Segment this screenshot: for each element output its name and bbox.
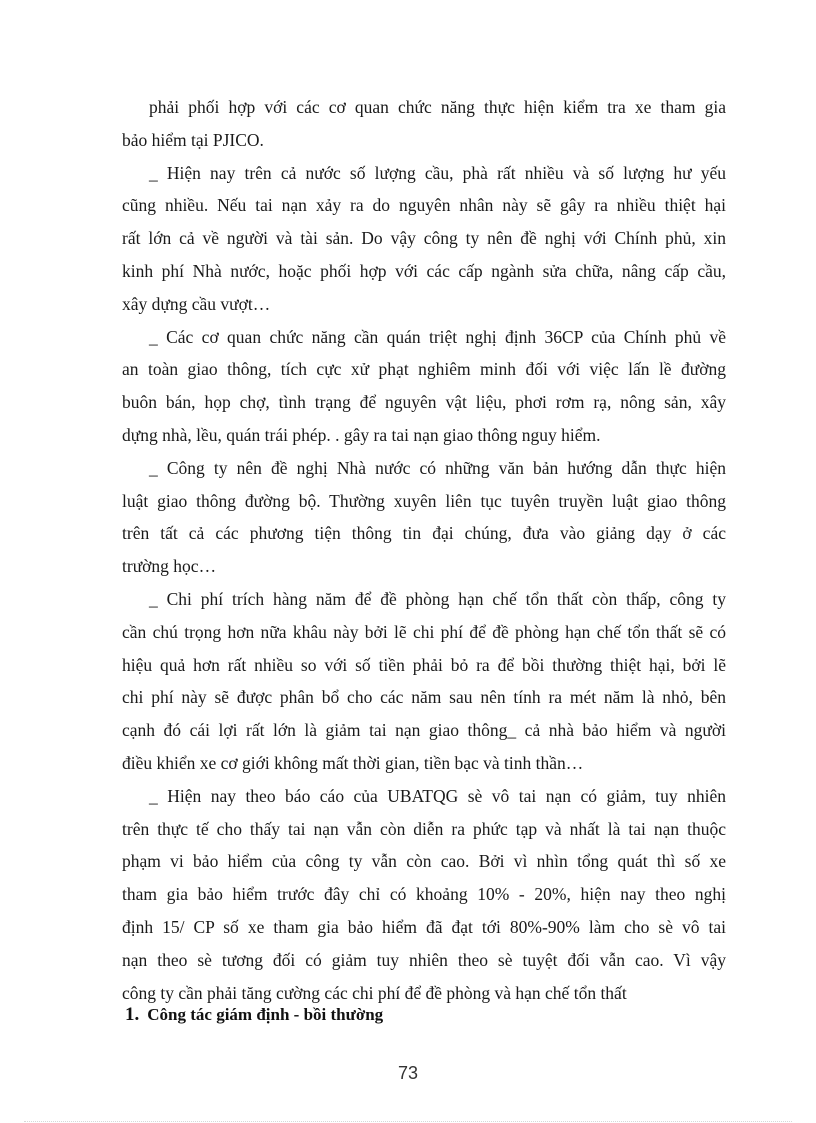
text-line: trường học…	[122, 556, 217, 577]
text-line: xây dựng cầu vượt…	[122, 293, 271, 314]
text-line: phải phối hợp với các cơ quan chức năng thực hiện kiểm tra xe tham gia	[149, 97, 726, 117]
page-number: 73	[397, 1063, 419, 1083]
text-line: định 15/ CP số xe tham gia bảo hiểm đã đạt tới 80%-90% làm cho sè vô tai	[122, 916, 726, 937]
text-line: cạnh đó cái lợi rất lớn là giảm tai nạn giao thông_ cả nhà bảo hiểm và người	[122, 720, 726, 741]
text-line: _ Hiện nay trên cả nước số lượng cầu, phà rất nhiều và số lượng hư yếu	[149, 162, 726, 183]
text-line: trên thực tế cho thấy tai nạn vẫn còn diễn ra phức tạp và nhất là tai nạn thuộc	[122, 818, 726, 839]
text-line: chi phí này sẽ được phân bổ cho các năm sau nên tính ra mét năm là nhỏ, bên	[122, 687, 726, 708]
text-line: _ Các cơ quan chức năng cần quán triệt nghị định 36CP của Chính phủ về	[149, 326, 726, 347]
text-line: luật giao thông đường bộ. Thường xuyên liên tục tuyên truyền luật giao thông	[122, 490, 726, 511]
text-line: công ty cần phải tăng cường các chi phí để đề phòng và hạn chế tổn thất	[122, 982, 627, 1003]
text-line: dựng nhà, lều, quán trái phép. . gây ra tai nạn giao thông nguy hiểm.	[122, 424, 601, 445]
text-line: _ Chi phí trích hàng năm để đề phòng hạn chế tổn thất còn thấp, công ty	[149, 588, 726, 609]
text-line: cũng nhiều. Nếu tai nạn xảy ra do nguyên nhân này sẽ gây ra nhiều thiệt hại	[122, 195, 726, 216]
text-line: điều khiển xe cơ giới không mất thời gian, tiền bạc và tinh thần…	[122, 752, 584, 773]
text-line: tham gia bảo hiểm trước đây chỉ có khoảng 10% - 20%, hiện nay theo nghị	[122, 884, 726, 905]
text-line: nạn theo sè tương đối có giảm tuy nhiên theo sè tuyệt đối vẫn cao. Vì vậy	[122, 949, 726, 970]
section-title: Công tác giám định - bồi thường	[147, 1005, 384, 1024]
text-line: phạm vi bảo hiểm của công ty vẫn còn cao. Bởi vì nhìn tổng quát thì số xe	[122, 851, 726, 872]
text-line: rất lớn cả về người và tài sản. Do vậy công ty nên đề nghị với Chính phủ, xin	[122, 228, 726, 249]
text-line: kinh phí Nhà nước, hoặc phối hợp với các cấp ngành sửa chữa, nâng cấp cầu,	[122, 260, 726, 281]
text-line: cần chú trọng hơn nữa khâu này bởi lẽ chi phí để đề phòng hạn chế tổn thất sẽ có	[122, 621, 726, 642]
body-text	[122, 91, 726, 1009]
text-line: _ Hiện nay theo báo cáo của UBATQG sè vô tai nạn có giảm, tuy nhiên	[149, 785, 726, 806]
section-number: 1.	[125, 1004, 140, 1025]
text-line: trên tất cả các phương tiện thông tin đại chúng, đưa vào giảng dạy ở các	[122, 523, 726, 544]
text-line: an toàn giao thông, tích cực xử phạt nghiêm minh đối với việc lấn lề đường	[122, 359, 726, 380]
text-line: hiệu quả hơn rất nhiều so với số tiền phải bỏ ra để bồi thường thiệt hại, bởi lẽ	[122, 654, 726, 675]
section-heading	[125, 1004, 383, 1026]
text-line: bảo hiểm tại PJICO.	[122, 129, 264, 150]
text-line: _ Công ty nên đề nghị Nhà nước có những văn bản hướng dẫn thực hiện	[149, 457, 726, 478]
text-line: buôn bán, họp chợ, tình trạng để nguyên vật liệu, phơi rơm rạ, nông sản, xây	[122, 392, 726, 413]
footer-divider	[24, 1121, 792, 1122]
